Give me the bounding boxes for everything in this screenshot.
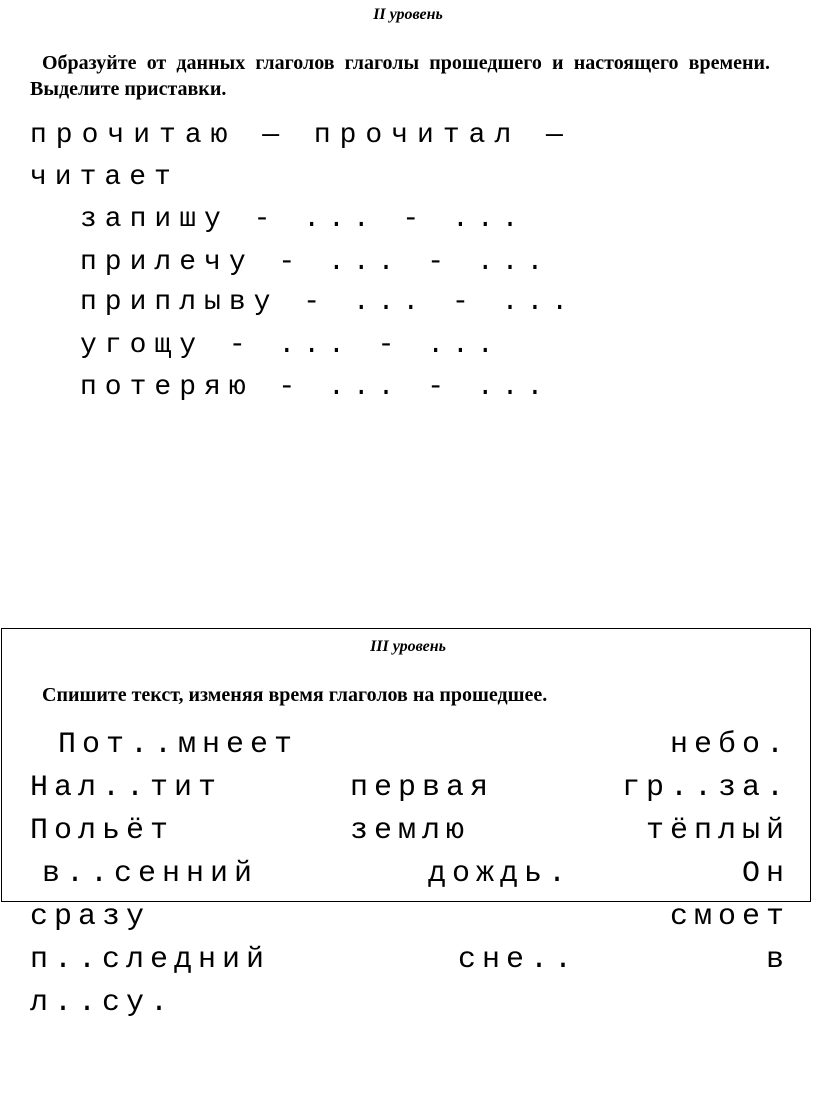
story-word: п..следний: [30, 943, 271, 977]
exercise-row: прилечу - ... - ...: [80, 247, 552, 278]
exercise-row: запишу - ... - ...: [80, 204, 527, 235]
story-word: землю: [349, 814, 470, 848]
example-line-2: читает: [30, 162, 179, 193]
story-line: [30, 767, 790, 810]
story-word: первая: [349, 771, 495, 805]
exercise-row: приплыву - ... - ...: [80, 287, 577, 318]
story-word: в: [765, 943, 790, 977]
story-word: гр..за.: [621, 771, 790, 805]
story-line: [30, 982, 790, 1025]
level-3-title: III уровень: [370, 638, 446, 655]
story-word: дождь.: [427, 857, 573, 891]
story-line: [30, 810, 790, 853]
story-word: небо.: [669, 728, 790, 762]
story-word: Польёт: [30, 814, 175, 848]
story-word: Он: [741, 857, 790, 891]
story-word: сразу: [30, 900, 151, 934]
story-word: Нал..тит: [30, 771, 223, 805]
level-2-task-instruction: Образуйте от данных глаголов глаголы прошедшего и настоящего времени. Выделите приставки.: [30, 52, 770, 100]
story-line: [30, 853, 790, 896]
story-line: [30, 939, 790, 982]
level-3-task-instruction: Спишите текст, изменяя время глаголов на прошедшее.: [42, 684, 548, 706]
story-line: [30, 724, 790, 767]
story-word: сне..: [458, 943, 579, 977]
story-word: л..су.: [30, 986, 175, 1020]
story-word: смоет: [669, 900, 790, 934]
story-word: тёплый: [645, 814, 790, 848]
level-2-title: II уровень: [373, 6, 443, 23]
exercise-row: угощу - ... - ...: [80, 330, 502, 361]
story-word: в..сенний: [42, 857, 259, 891]
story-word: Пот..мнеет: [58, 728, 299, 762]
story-line: [30, 896, 790, 939]
example-line-1: прочитаю — прочитал —: [30, 120, 572, 151]
exercise-row: потеряю - ... - ...: [80, 372, 552, 403]
